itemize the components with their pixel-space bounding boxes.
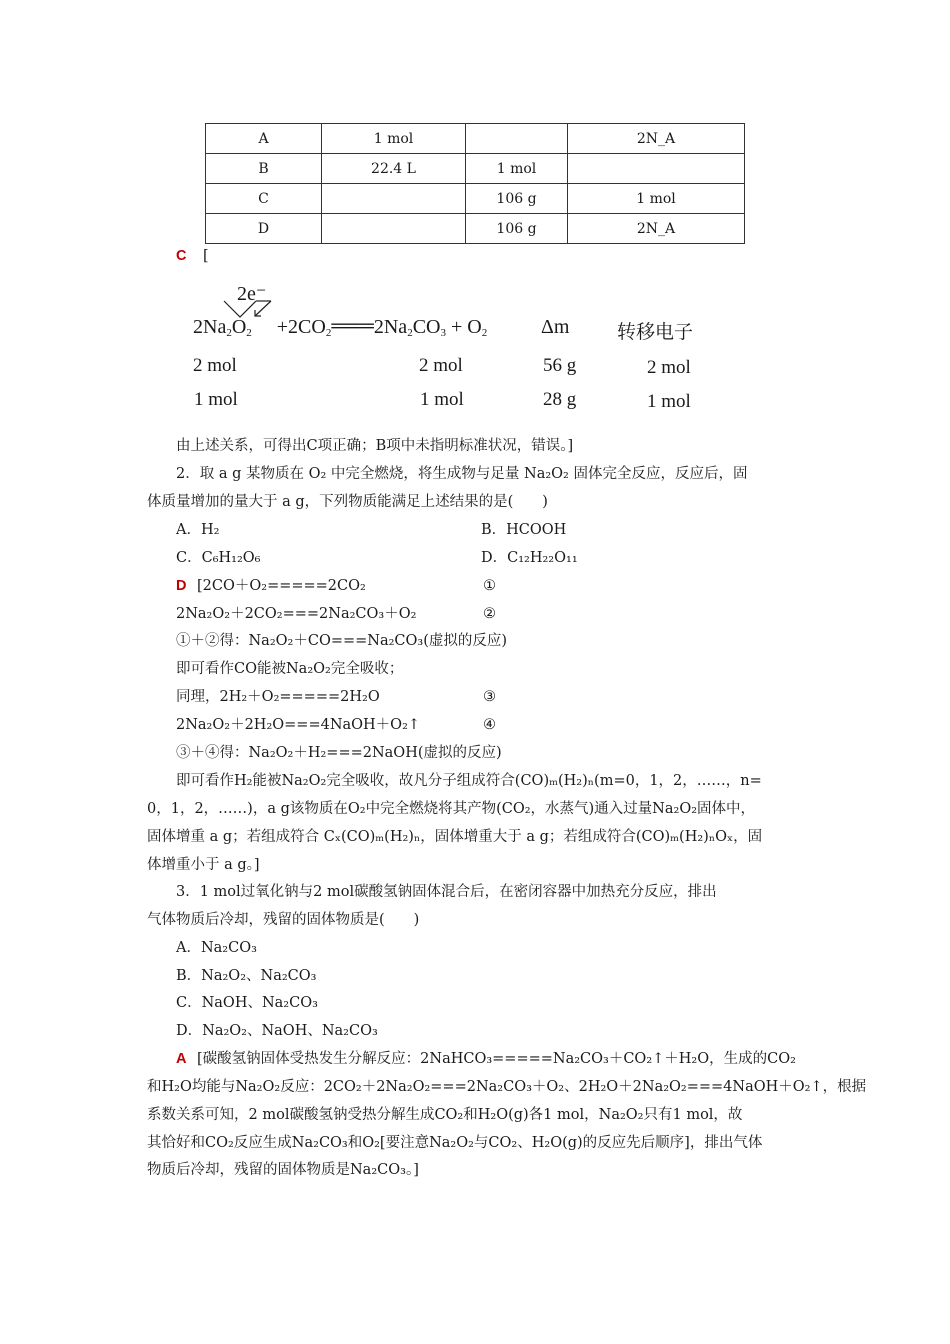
- q2-mark-3: ③: [483, 689, 496, 705]
- q2-line-11: 体增重小于 a g。]: [147, 857, 260, 873]
- q3-stem-cont: 气体物质后冷却，残留的固体物质是( ): [147, 912, 420, 928]
- amount-cell: 1 mol: [647, 391, 691, 412]
- q3-option-c: C．NaOH、Na₂CO₃: [176, 995, 318, 1011]
- table-row: [206, 184, 745, 214]
- electron-transfer-label: 2e⁻: [237, 283, 267, 305]
- reaction-equation: $2Na_2O_2$ $+2CO_2═══2Na_2CO_3 + O_2$: [193, 315, 488, 339]
- amount-cell: 2 mol: [193, 355, 237, 376]
- q2-mark-1: ①: [483, 578, 496, 594]
- amount-cell: 2 mol: [647, 357, 691, 378]
- q3-explanation-4: 其恰好和CO₂反应生成Na₂CO₃和O₂[要注意Na₂O₂与CO₂、H₂O(g)的反应先后顺序]，排出气体: [147, 1135, 763, 1151]
- table-cell: [466, 124, 568, 154]
- q2-line-8: 即可看作H₂能被Na₂O₂完全吸收，故凡分子组成符合(CO)ₘ(H₂)ₙ(m=0，1，2，……，n=: [176, 773, 762, 789]
- table-cell: C: [206, 184, 322, 214]
- q2-option-c: C．C₆H₁₂O₆: [176, 550, 261, 566]
- q2-option-d: D．C₁₂H₂₂O₁₁: [481, 550, 578, 566]
- q2-eq-6: 2Na₂O₂＋2H₂O===4NaOH＋O₂↑: [176, 717, 421, 733]
- table-cell: D: [206, 214, 322, 244]
- q2-line-7: ③＋④得：Na₂O₂＋H₂===2NaOH(虚拟的反应): [176, 745, 502, 761]
- table-cell: 1 mol: [568, 184, 745, 214]
- q2-line-9: 0，1，2，……)，a g该物质在O₂中完全燃烧将其产物(CO₂，水蒸气)通入过量Na₂O₂固体中，: [147, 801, 756, 817]
- electron-transfer-header: 转移电子: [617, 321, 694, 343]
- q3-explanation-1: [碳酸氢钠固体受热发生分解反应：2NaHCO₃=====Na₂CO₃＋CO₂↑＋H₂O，生成的CO₂: [197, 1051, 796, 1067]
- q3-option-b: B．Na₂O₂、Na₂CO₃: [176, 968, 317, 984]
- q3-explanation-3: 系数关系可知，2 mol碳酸氢钠受热分解生成CO₂和H₂O(g)各1 mol，Na₂O₂只有1 mol，故: [147, 1107, 743, 1123]
- open-bracket: [: [203, 248, 209, 264]
- table-cell: B: [206, 154, 322, 184]
- table-cell: 2N_A: [568, 214, 745, 244]
- q2-eq-1: [2CO＋O₂=====2CO₂: [197, 578, 366, 594]
- q2-option-a: A．H₂: [176, 522, 220, 538]
- amount-cell: 56 g: [543, 355, 577, 376]
- amount-cell: 1 mol: [420, 389, 464, 410]
- table-cell: [568, 154, 745, 184]
- table-cell: 106 g: [466, 184, 568, 214]
- answer-letter: A: [176, 1051, 187, 1067]
- table-cell: [322, 184, 466, 214]
- q3-stem: 3．1 mol过氧化钠与2 mol碳酸氢钠固体混合后，在密闭容器中加热充分反应，排出: [176, 884, 717, 900]
- delta-m-header: Δm: [541, 316, 570, 338]
- amount-cell: 1 mol: [194, 389, 238, 410]
- table-row: [206, 214, 745, 244]
- table-cell: 1 mol: [322, 124, 466, 154]
- q1-conclusion: 由上述关系，可得出C项正确；B项中未指明标准状况，错误。]: [176, 438, 574, 454]
- q3-explanation-2: 和H₂O均能与Na₂O₂反应：2CO₂＋2Na₂O₂===2Na₂CO₃＋O₂、2H₂O＋2Na₂O₂===4NaOH＋O₂↑，根据: [147, 1079, 867, 1095]
- q2-stem: 2．取 a g 某物质在 O₂ 中完全燃烧，将生成物与足量 Na₂O₂ 固体完全反应，反应后，固: [176, 466, 748, 482]
- q2-mark-2: ②: [483, 606, 496, 622]
- answer-letter: D: [176, 578, 187, 594]
- answer-letter: C: [176, 248, 187, 264]
- table-cell: 1 mol: [466, 154, 568, 184]
- amount-cell: 28 g: [543, 389, 577, 410]
- q3-explanation-5: 物质后冷却，残留的固体物质是Na₂CO₃。]: [147, 1162, 419, 1178]
- table-row: [206, 154, 745, 184]
- table-cell: 106 g: [466, 214, 568, 244]
- q3-option-d: D．Na₂O₂、NaOH、Na₂CO₃: [176, 1023, 378, 1039]
- q2-mark-4: ④: [483, 717, 496, 733]
- table-cell: 22.4 L: [322, 154, 466, 184]
- q2-line-3: ①＋②得：Na₂O₂＋CO===Na₂CO₃(虚拟的反应): [176, 633, 508, 649]
- q2-line-4: 即可看作CO能被Na₂O₂完全吸收；: [176, 661, 404, 677]
- table-cell: [322, 214, 466, 244]
- q2-stem-cont: 体质量增加的量大于 a g，下列物质能满足上述结果的是( ): [147, 494, 548, 510]
- options-table: [205, 123, 745, 244]
- q2-option-b: B．HCOOH: [481, 522, 567, 538]
- q2-line-10: 固体增重 a g；若组成符合 Cₓ(CO)ₘ(H₂)ₙ，固体增重大于 a g；若组成符合(CO)ₘ(H₂)ₙOₓ，固: [147, 829, 763, 845]
- q3-option-a: A．Na₂CO₃: [176, 940, 257, 956]
- amount-cell: 2 mol: [419, 355, 463, 376]
- table-row: [206, 124, 745, 154]
- table-cell: 2N_A: [568, 124, 745, 154]
- table-cell: A: [206, 124, 322, 154]
- q2-eq-5: 同理，2H₂＋O₂=====2H₂O: [176, 689, 380, 705]
- q2-eq-2: 2Na₂O₂＋2CO₂===2Na₂CO₃＋O₂: [176, 606, 417, 622]
